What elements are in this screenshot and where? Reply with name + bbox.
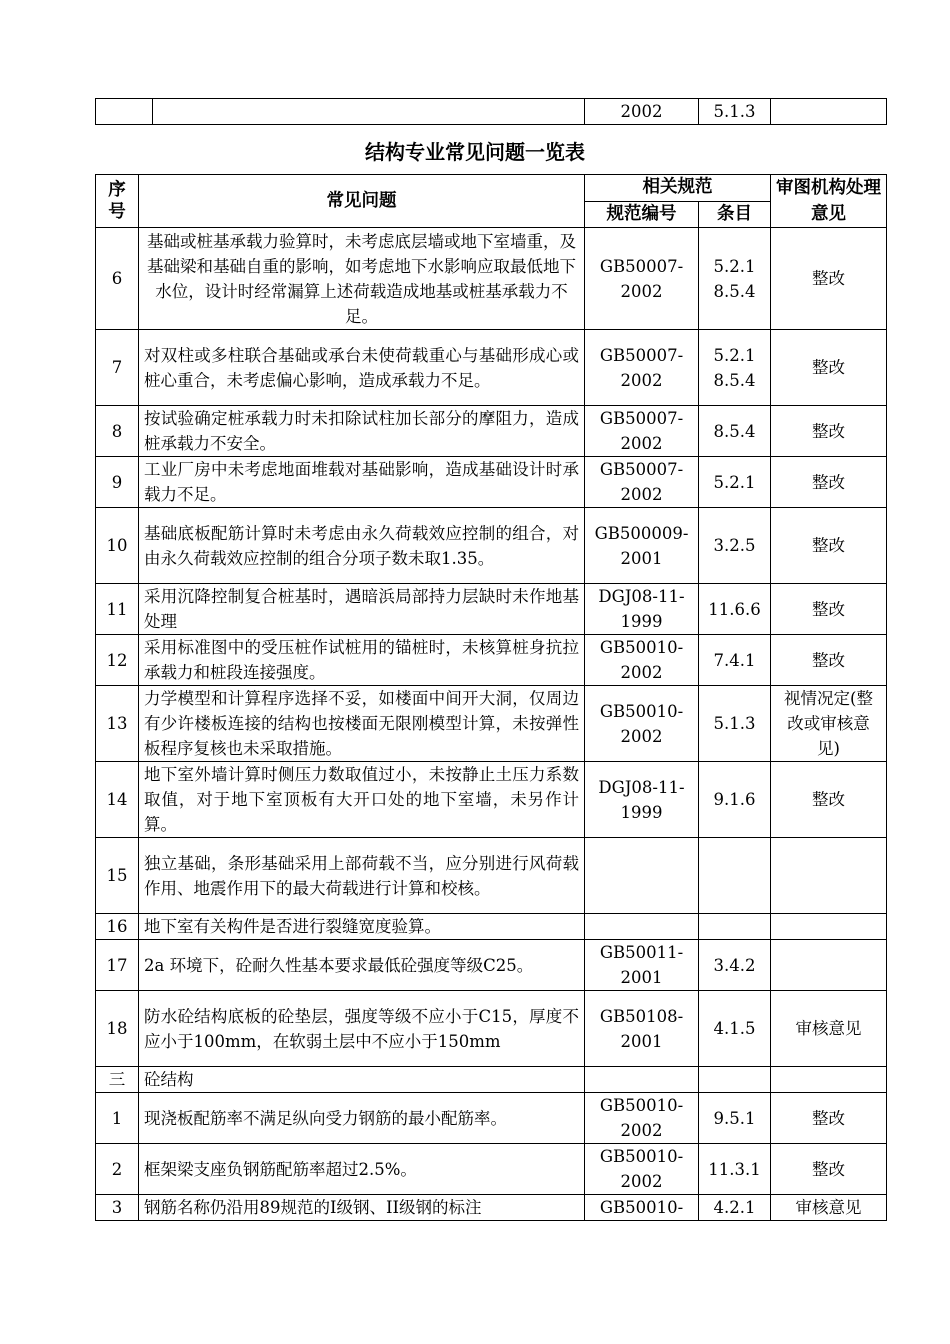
row-number: 三 — [96, 1067, 139, 1093]
continued-table-fragment — [95, 98, 887, 125]
table-row — [96, 584, 887, 635]
row-spec-code: GB50010-2002 — [585, 635, 699, 686]
row-clause: 5.1.3 — [699, 686, 771, 762]
row-issue: 防水砼结构底板的砼垫层，强度等级不应小于C15，厚度不应小于100mm，在软弱土层中不应小于150mm — [139, 991, 585, 1067]
row-number: 12 — [96, 635, 139, 686]
header-issue: 常见问题 — [139, 175, 585, 228]
cell: 5.1.3 — [699, 99, 771, 125]
row-opinion: 整改 — [771, 635, 887, 686]
row-issue: 工业厂房中未考虑地面堆载对基础影响，造成基础设计时承载力不足。 — [139, 457, 585, 508]
row-number: 16 — [96, 914, 139, 940]
row-number: 3 — [96, 1195, 139, 1221]
row-clause — [699, 914, 771, 940]
table-row — [96, 1093, 887, 1144]
row-number: 8 — [96, 406, 139, 457]
row-clause — [699, 838, 771, 914]
row-clause: 8.5.4 — [699, 406, 771, 457]
row-spec-code: GB50108-2001 — [585, 991, 699, 1067]
row-spec-code: GB50007-2002 — [585, 457, 699, 508]
row-opinion: 整改 — [771, 228, 887, 330]
row-spec-code — [585, 914, 699, 940]
row-issue: 基础底板配筋计算时未考虑由永久荷载效应控制的组合，对由永久荷载效应控制的组合分项子数未取1.35。 — [139, 508, 585, 584]
table-row — [96, 838, 887, 914]
row-opinion — [771, 1067, 887, 1093]
row-opinion: 整改 — [771, 406, 887, 457]
row-issue: 独立基础，条形基础采用上部荷载不当，应分别进行风荷载作用、地震作用下的最大荷载进行计算和校核。 — [139, 838, 585, 914]
row-clause — [699, 1067, 771, 1093]
row-opinion: 视情况定(整改或审核意见) — [771, 686, 887, 762]
row-spec-code: GB500009-2001 — [585, 508, 699, 584]
row-spec-code: DGJ08-11-1999 — [585, 762, 699, 838]
row-issue: 采用沉降控制复合桩基时，遇暗浜局部持力层缺时未作地基处理 — [139, 584, 585, 635]
table-row — [96, 1067, 887, 1093]
row-opinion — [771, 838, 887, 914]
row-number: 7 — [96, 330, 139, 406]
table-row — [96, 228, 887, 330]
row-issue: 采用标准图中的受压桩作试桩用的锚桩时，未核算桩身抗拉承载力和桩段连接强度。 — [139, 635, 585, 686]
row-issue: 现浇板配筋率不满足纵向受力钢筋的最小配筋率。 — [139, 1093, 585, 1144]
row-clause: 5.2.1 8.5.4 — [699, 228, 771, 330]
table-row — [96, 406, 887, 457]
row-clause: 9.1.6 — [699, 762, 771, 838]
header-spec-group: 相关规范 — [585, 175, 771, 202]
row-spec-code: GB50007-2002 — [585, 330, 699, 406]
table-row — [96, 1144, 887, 1195]
issues-table — [95, 174, 887, 1221]
header-spec-code: 规范编号 — [585, 201, 699, 228]
row-spec-code: GB50010-2002 — [585, 686, 699, 762]
row-spec-code: GB50010-2002 — [585, 1093, 699, 1144]
row-number: 15 — [96, 838, 139, 914]
row-number: 11 — [96, 584, 139, 635]
row-number: 1 — [96, 1093, 139, 1144]
row-opinion: 整改 — [771, 330, 887, 406]
row-clause: 9.5.1 — [699, 1093, 771, 1144]
row-clause: 11.3.1 — [699, 1144, 771, 1195]
table-row — [96, 330, 887, 406]
header-no: 序号 — [96, 175, 139, 228]
cell — [96, 99, 153, 125]
header-opinion: 审图机构处理意见 — [771, 175, 887, 228]
row-spec-code: GB50007-2002 — [585, 406, 699, 457]
row-spec-code: GB50010-2002 — [585, 1144, 699, 1195]
row-clause: 4.1.5 — [699, 991, 771, 1067]
row-clause: 3.4.2 — [699, 940, 771, 991]
row-issue: 对双柱或多柱联合基础或承台未使荷载重心与基础形成心或桩心重合，未考虑偏心影响，造成承载力不足。 — [139, 330, 585, 406]
row-clause: 4.2.1 — [699, 1195, 771, 1221]
row-spec-code: GB50011-2001 — [585, 940, 699, 991]
row-opinion: 整改 — [771, 457, 887, 508]
cell — [771, 99, 887, 125]
table-row — [96, 635, 887, 686]
row-clause: 5.2.1 — [699, 457, 771, 508]
table-row — [96, 457, 887, 508]
row-number: 6 — [96, 228, 139, 330]
row-spec-code: GB50007-2002 — [585, 228, 699, 330]
row-spec-code: GB50010- — [585, 1195, 699, 1221]
row-issue: 砼结构 — [139, 1067, 585, 1093]
table-row — [96, 940, 887, 991]
row-clause: 7.4.1 — [699, 635, 771, 686]
page-title: 结构专业常见问题一览表 — [365, 140, 585, 164]
row-issue: 钢筋名称仍沿用89规范的I级钢、II级钢的标注 — [139, 1195, 585, 1221]
row-number: 2 — [96, 1144, 139, 1195]
table-row — [96, 914, 887, 940]
table-row — [96, 762, 887, 838]
row-number: 18 — [96, 991, 139, 1067]
header-row — [96, 175, 887, 202]
row-opinion: 整改 — [771, 1093, 887, 1144]
cell — [153, 99, 585, 125]
row-clause: 5.2.1 8.5.4 — [699, 330, 771, 406]
row-opinion: 审核意见 — [771, 991, 887, 1067]
row-number: 10 — [96, 508, 139, 584]
table-row — [96, 508, 887, 584]
row-opinion: 整改 — [771, 762, 887, 838]
row-issue: 2a 环境下，砼耐久性基本要求最低砼强度等级C25。 — [139, 940, 585, 991]
row-issue: 地下室外墙计算时侧压力数取值过小，未按静止土压力系数取值，对于地下室顶板有大开口处的地下室墙，未另作计算。 — [139, 762, 585, 838]
row-issue: 框架梁支座负钢筋配筋率超过2.5%。 — [139, 1144, 585, 1195]
row-opinion — [771, 914, 887, 940]
table-row — [96, 686, 887, 762]
row-issue: 按试验确定桩承载力时未扣除试柱加长部分的摩阻力，造成桩承载力不安全。 — [139, 406, 585, 457]
row-spec-code: DGJ08-11-1999 — [585, 584, 699, 635]
table-row — [96, 991, 887, 1067]
row-number: 9 — [96, 457, 139, 508]
row-issue: 地下室有关构件是否进行裂缝宽度验算。 — [139, 914, 585, 940]
row-opinion — [771, 940, 887, 991]
row-opinion: 审核意见 — [771, 1195, 887, 1221]
row-clause: 11.6.6 — [699, 584, 771, 635]
table-row — [96, 1195, 887, 1221]
row-opinion: 整改 — [771, 508, 887, 584]
table-row — [96, 99, 887, 125]
row-number: 13 — [96, 686, 139, 762]
row-number: 17 — [96, 940, 139, 991]
row-number: 14 — [96, 762, 139, 838]
row-spec-code — [585, 1067, 699, 1093]
row-opinion: 整改 — [771, 1144, 887, 1195]
row-clause: 3.2.5 — [699, 508, 771, 584]
cell: 2002 — [585, 99, 699, 125]
header-clause: 条目 — [699, 201, 771, 228]
row-spec-code — [585, 838, 699, 914]
row-opinion: 整改 — [771, 584, 887, 635]
row-issue: 力学模型和计算程序选择不妥，如楼面中间开大洞，仅周边有少许楼板连接的结构也按楼面无限刚模型计算，未按弹性板程序复核也未采取措施。 — [139, 686, 585, 762]
row-issue: 基础或桩基承载力验算时，未考虑底层墙或地下室墙重，及基础梁和基础自重的影响，如考虑地下水影响应取最低地下水位，设计时经常漏算上述荷载造成地基或桩基承载力不足。 — [139, 228, 585, 330]
